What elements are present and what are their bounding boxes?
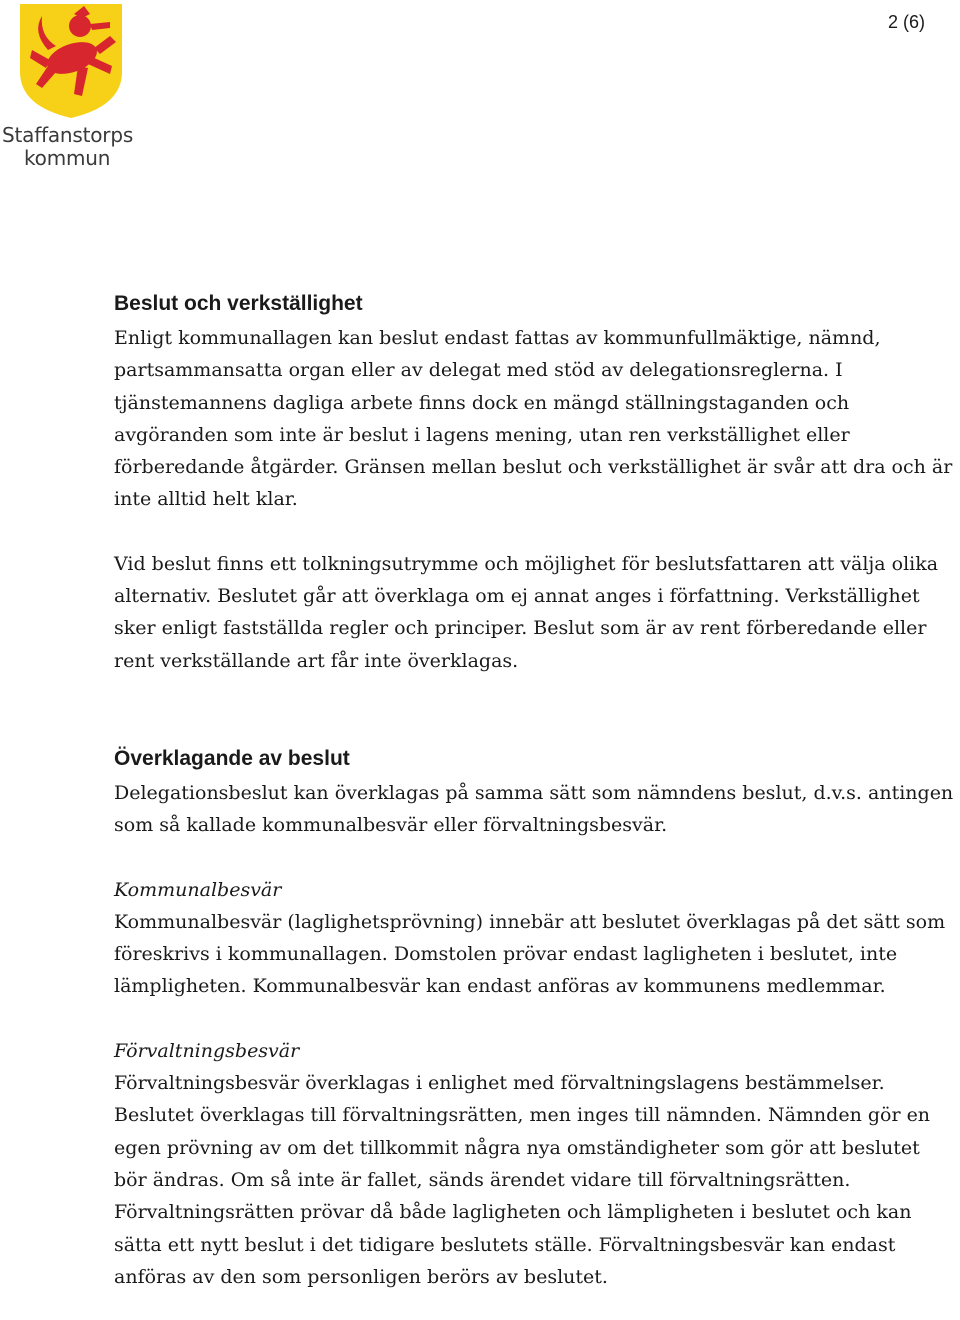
paragraph-overklagande: Delegationsbeslut kan överklagas på samma sätt som nämndens beslut, d.v.s. antingen som så kallade kommunalbesvär eller förvaltningsbesvär.	[114, 781, 954, 837]
subheading-kommunalbesvar: Kommunalbesvär	[114, 878, 282, 901]
logo-wordmark	[2, 124, 133, 170]
heading-beslut: Beslut och verkställighet	[114, 292, 363, 315]
lion-shield-icon	[18, 2, 124, 120]
document-body	[114, 290, 958, 1293]
logo-line-1: Staffanstorps	[2, 123, 134, 147]
paragraph-beslut-1: Enligt kommunallagen kan beslut endast fattas av kommunfullmäktige, nämnd, partsammansatta organ eller av delegat med stöd av delegationsreglerna. I tjänstemannens dagliga arbete finns dock en mängd ställningstaganden och avgöranden som inte är beslut i lagens mening, utan ren verkställighet eller förberedande åtgärder. Gränsen mellan beslut och verkställighet är svår att dra och är inte alltid helt klar.	[114, 327, 953, 511]
paragraph-forvaltningsbesvar: Förvaltningsbesvär överklagas i enlighet med förvaltningslagens bestämmelser. Beslutet överklagas till förvaltningsrätten, men inges till nämnden. Nämnden gör en egen prövning av om det tillkommit några nya omständigheter som gör att beslutet bör ändras. Om så inte är fallet, sänds ärendet vidare till förvaltningsrätten. Förvaltningsrätten prövar då både lagligheten och lämpligheten i beslutet och kan sätta ett nytt beslut i det tidigare beslutets ställe. Förvaltningsbesvär kan endast anföras av den som personligen berörs av beslutet.	[114, 1072, 931, 1288]
page-number: 2 (6)	[887, 12, 925, 32]
subheading-forvaltningsbesvar: Förvaltningsbesvär	[114, 1039, 300, 1062]
paragraph-beslut-2: Vid beslut finns ett tolkningsutrymme och möjlighet för beslutsfattaren att välja olika alternativ. Beslutet går att överklaga om ej annat anges i författning. Verkställighet sker enligt fastställda regler och principer. Beslut som är av rent förberedande eller rent verkställande art får inte överklagas.	[114, 552, 939, 672]
paragraph-kommunalbesvar: Kommunalbesvär (laglighetsprövning) innebär att beslutet överklagas på det sätt som föreskrivs i kommunallagen. Domstolen prövar endast lagligheten i beslutet, inte lämpligheten. Kommunalbesvär kan endast anföras av kommunens medlemmar.	[114, 910, 946, 998]
municipality-logo	[0, 0, 150, 185]
heading-overklagande: Överklagande av beslut	[114, 746, 350, 770]
logo-line-2: kommun	[24, 146, 111, 170]
